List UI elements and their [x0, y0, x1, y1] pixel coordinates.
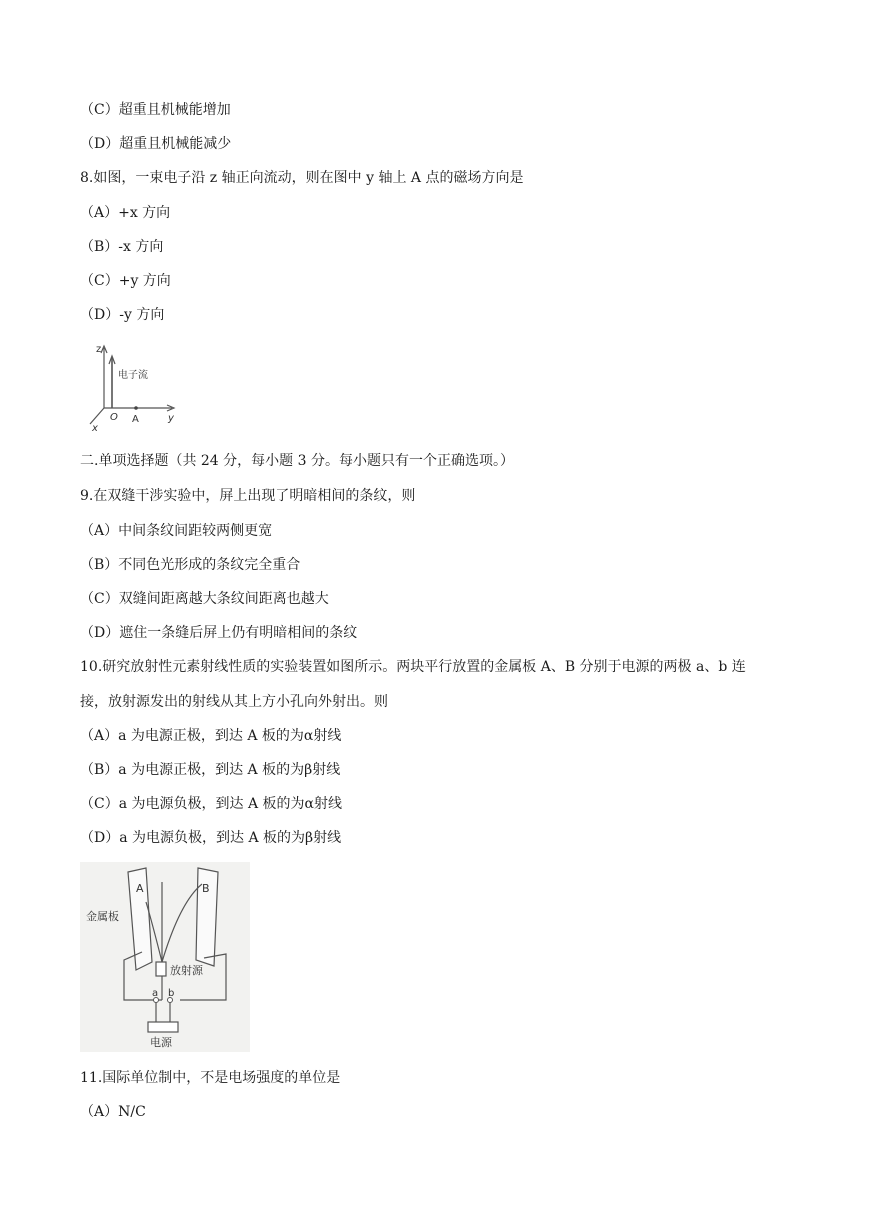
q9-option-a: （A）中间条纹间距较两侧更宽: [80, 523, 273, 539]
q11-option-a: （A）N/C: [80, 1104, 146, 1120]
plate-a-label: A: [136, 882, 144, 895]
axis-y-label: y: [168, 413, 174, 424]
q10-stem-line2: 接，放射源发出的射线从其上方小孔向外射出。则: [80, 694, 388, 710]
plate-b-label: B: [202, 882, 210, 895]
point-a-label: A: [132, 414, 139, 425]
q8-option-d: （D）-y 方向: [80, 307, 165, 323]
q8-option-c: （C）+y 方向: [80, 273, 171, 289]
q8-stem: 8.如图，一束电子沿 z 轴正向流动，则在图中 y 轴上 A 点的磁场方向是: [80, 170, 524, 186]
q7-option-d: （D）超重且机械能减少: [80, 136, 232, 152]
q10-option-b: （B）a 为电源正极，到达 A 板的为β射线: [80, 762, 341, 778]
terminal-a-label: a: [152, 988, 159, 999]
q9-option-c: （C）双缝间距离越大条纹间距离也越大: [80, 591, 329, 607]
q8-option-a: （A）+x 方向: [80, 205, 171, 221]
q10-apparatus-figure: [80, 862, 250, 1052]
q9-option-d: （D）遮住一条缝后屏上仍有明暗相间的条纹: [80, 625, 358, 641]
section2-heading: 二.单项选择题（共 24 分，每小题 3 分。每小题只有一个正确选项。）: [80, 453, 514, 469]
source-label: 放射源: [170, 964, 203, 977]
q8-axes-figure: [82, 338, 192, 434]
q10-option-d: （D）a 为电源负极，到达 A 板的为β射线: [80, 830, 342, 846]
q9-option-b: （B）不同色光形成的条纹完全重合: [80, 557, 301, 573]
terminal-b-label: b: [168, 988, 175, 999]
origin-label: O: [110, 412, 118, 423]
point-a-dot: [134, 406, 138, 410]
electron-beam-label: 电子流: [118, 370, 148, 381]
power-supply: [148, 1022, 178, 1032]
q8-option-b: （B）-x 方向: [80, 239, 164, 255]
q10-stem-line1: 10.研究放射性元素射线性质的实验装置如图所示。两块平行放置的金属板 A、B 分别于电源的两极 a、b 连: [80, 659, 746, 675]
power-label: 电源: [150, 1036, 172, 1049]
q10-option-c: （C）a 为电源负极，到达 A 板的为α射线: [80, 796, 342, 812]
q7-option-c: （C）超重且机械能增加: [80, 102, 231, 118]
radiation-source: [156, 962, 166, 976]
axis-z-label: z: [96, 344, 102, 355]
q11-stem: 11.国际单位制中，不是电场强度的单位是: [80, 1070, 341, 1086]
q9-stem: 9.在双缝干涉实验中，屏上出现了明暗相间的条纹，则: [80, 488, 416, 504]
axis-x-label: x: [92, 423, 98, 434]
q10-option-a: （A）a 为电源正极，到达 A 板的为α射线: [80, 728, 342, 744]
metal-plate-label: 金属板: [86, 910, 119, 923]
